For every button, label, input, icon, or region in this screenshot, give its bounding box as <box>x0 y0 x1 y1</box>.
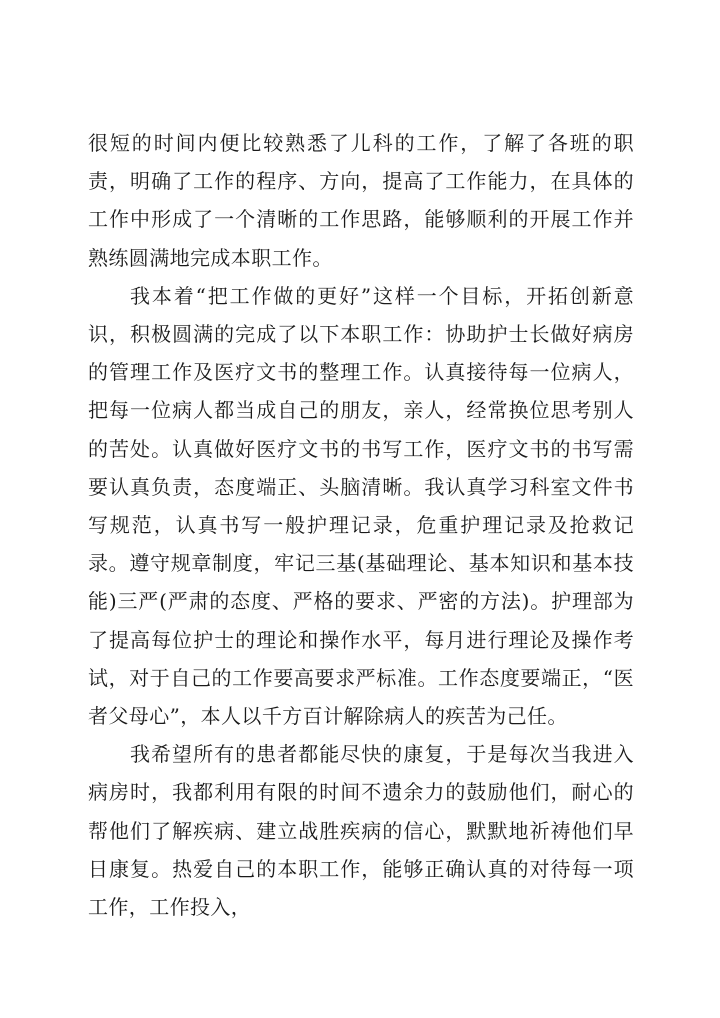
paragraph-1: 很短的时间内便比较熟悉了儿科的工作，了解了各班的职责，明确了工作的程序、方向，提高了工作能力，在具体的工作中形成了一个清晰的工作思路，能够顺利的开展工作并熟练圆满地完成本职工作。 <box>88 131 634 270</box>
paragraph-3: 我希望所有的患者都能尽快的康复，于是每次当我进入病房时，我都利用有限的时间不遗余力的鼓励他们，耐心的帮他们了解疾病、建立战胜疾病的信心，默默地祈祷他们早日康复。热爱自己的本职工作，能够正确认真的对待每一项工作，工作投入， <box>88 742 634 920</box>
document-body <box>88 124 634 926</box>
paragraph-2: 我本着“把工作做的更好”这样一个目标，开拓创新意识，积极圆满的完成了以下本职工作：协助护士长做好病房的管理工作及医疗文书的整理工作。认真接待每一位病人，把每一位病人都当成自己的朋友，亲人，经常换位思考别人的苦处。认真做好医疗文书的书写工作，医疗文书的书写需要认真负责，态度端正、头脑清晰。我认真学习科室文件书写规范，认真书写一般护理记录，危重护理记录及抢救记录。遵守规章制度，牢记三基(基础理论、基本知识和基本技能)三严(严肃的态度、严格的要求、严密的方法)。护理部为了提高每位护士的理论和操作水平，每月进行理论及操作考试，对于自己的工作要高要求严标准。工作态度要端正，“医者父母心”，本人以千方百计解除病人的疾苦为己任。 <box>88 283 634 729</box>
